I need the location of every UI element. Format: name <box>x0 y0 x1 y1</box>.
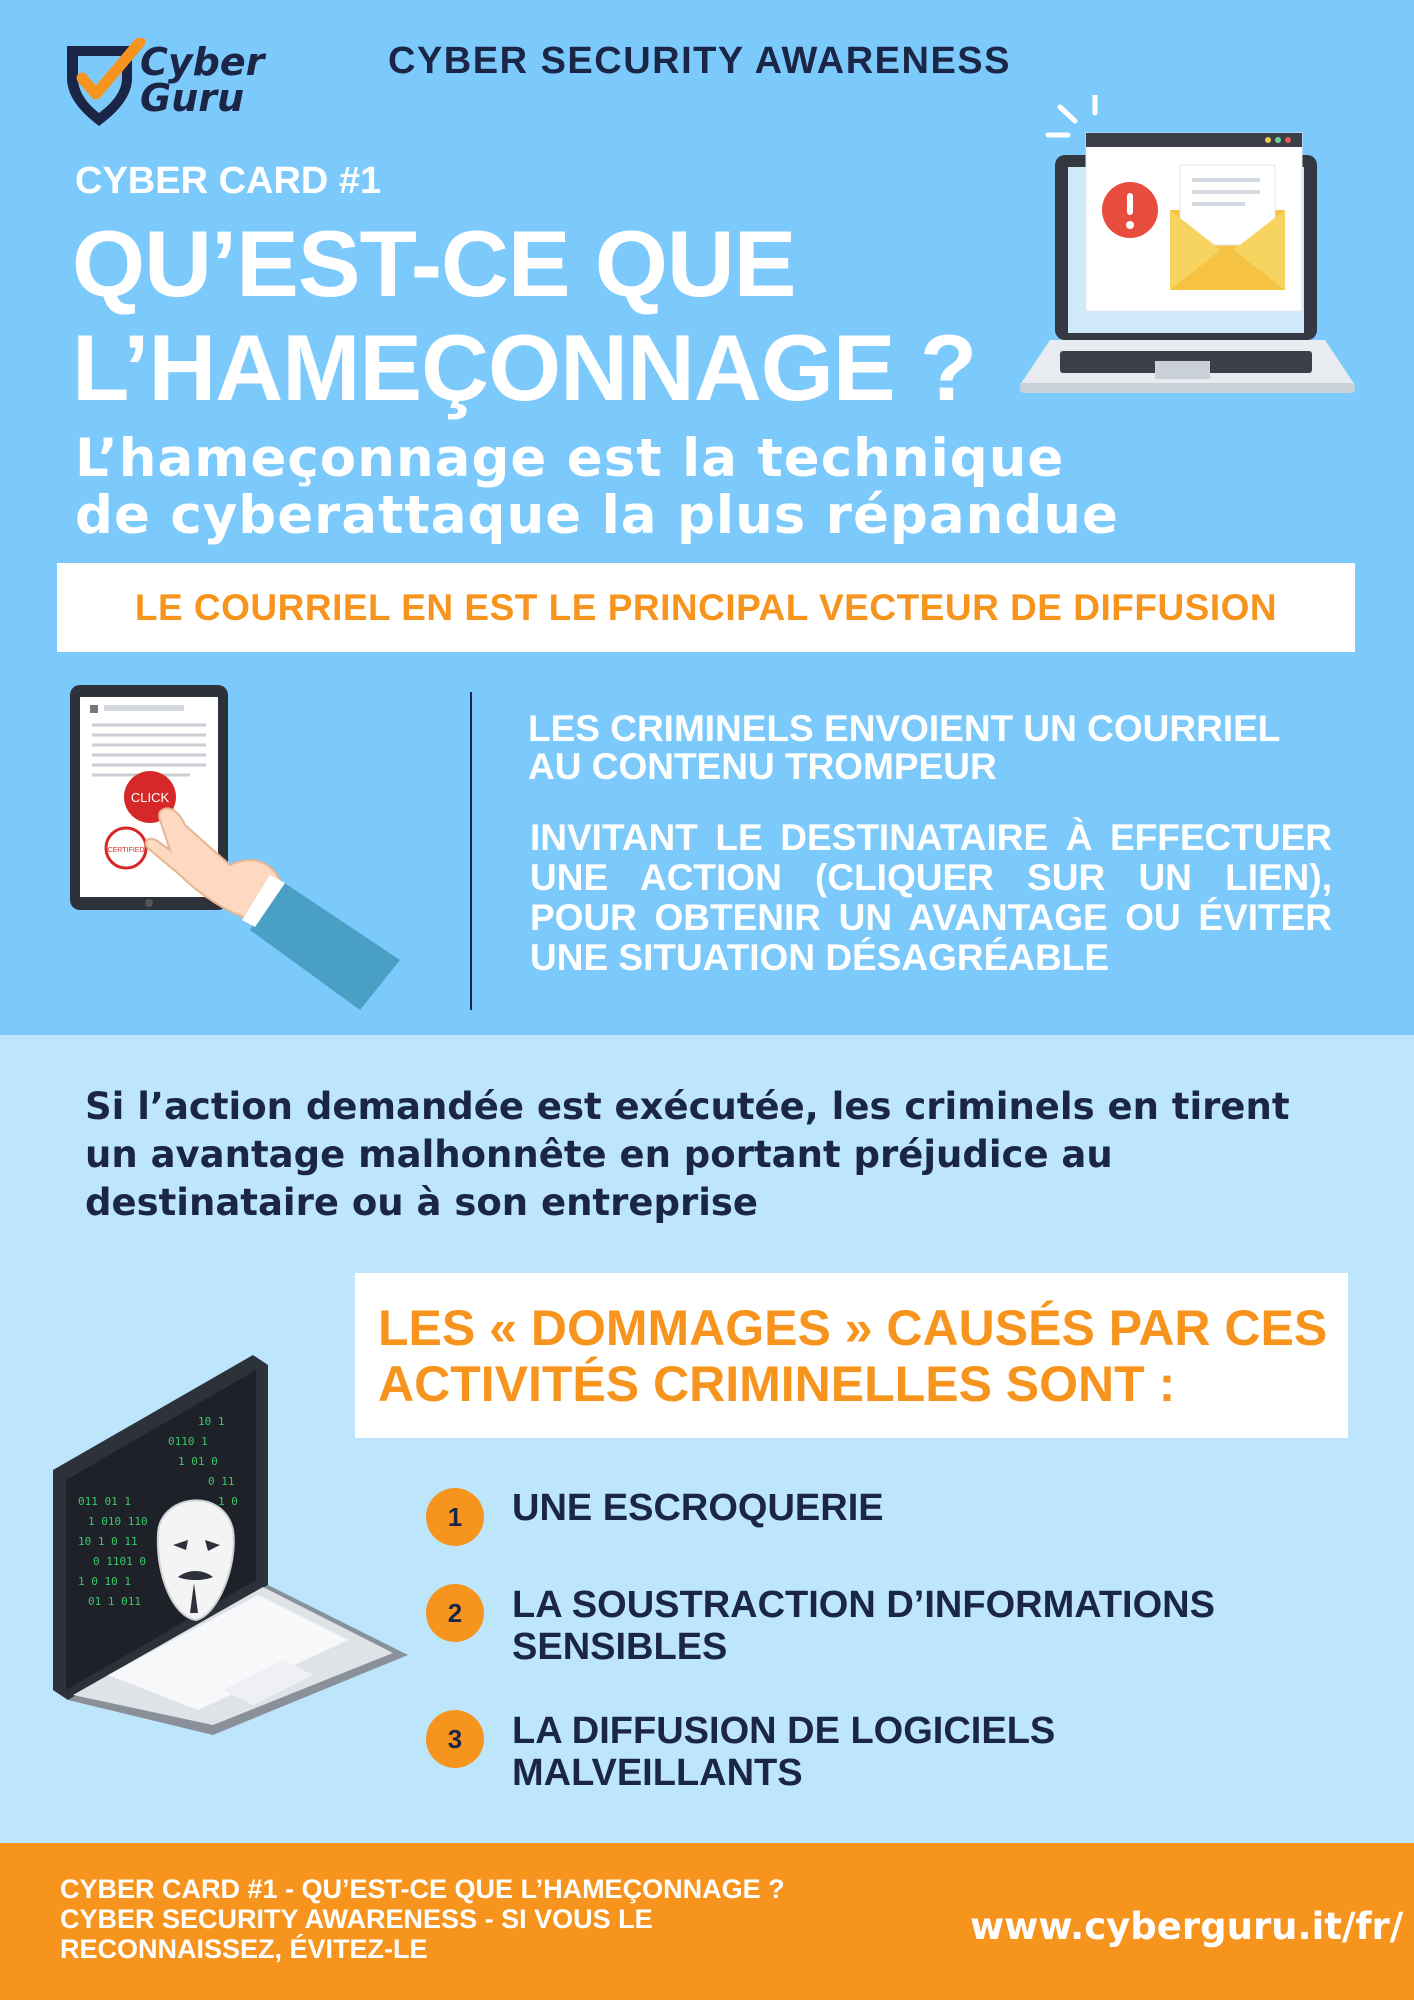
header-title: CYBER SECURITY AWARENESS <box>388 40 1011 82</box>
svg-text:10 1: 10 1 <box>198 1415 225 1428</box>
svg-text:01 1 011: 01 1 011 <box>88 1595 141 1608</box>
footer-caption <box>60 1874 880 1964</box>
footer-line1: CYBER CARD #1 - QU’EST-CE QUE L’HAMEÇONNAGE ? <box>60 1874 785 1904</box>
footer-line2: CYBER SECURITY AWARENESS - SI VOUS LE RECONNAISSEZ, ÉVITEZ-LE <box>60 1904 653 1964</box>
damages-title: LES « DOMMAGES » CAUSÉS PAR CES ACTIVITÉS CRIMINELLES SONT : <box>378 1300 1328 1412</box>
damage-item-3: LA DIFFUSION DE LOGICIELS MALVEILLANTS <box>512 1710 1056 1794</box>
card-label: CYBER CARD #1 <box>75 160 382 202</box>
damage-number-2: 2 <box>426 1584 484 1642</box>
damage-item-1: UNE ESCROQUERIE <box>512 1487 884 1529</box>
svg-text:0110 1: 0110 1 <box>168 1435 208 1448</box>
title-line2: L’HAMEÇONNAGE ? <box>72 315 977 420</box>
tablet-stamp-text: CERTIFIED <box>107 847 145 854</box>
svg-text:10 1 0 11: 10 1 0 11 <box>78 1535 138 1548</box>
tablet-click-illustration <box>70 685 400 1010</box>
logo-line2: Guru <box>140 76 245 120</box>
damage-number-3: 3 <box>426 1710 484 1768</box>
title-line1: QU’EST-CE QUE <box>72 211 796 316</box>
svg-text:1 010 110: 1 010 110 <box>88 1515 148 1528</box>
svg-text:011 01 1: 011 01 1 <box>78 1495 131 1508</box>
svg-text:1 0: 1 0 <box>218 1495 238 1508</box>
criminals-paragraph-1: LES CRIMINELS ENVOIENT UN COURRIEL AU CONTENU TROMPEUR <box>528 708 1280 787</box>
hacker-laptop-illustration <box>48 1355 408 1735</box>
svg-text:1 0 10 1: 1 0 10 1 <box>78 1575 131 1588</box>
banner-text: LE COURRIEL EN EST LE PRINCIPAL VECTEUR DE DIFFUSION <box>134 586 1278 628</box>
laptop-email-alert-illustration <box>1020 95 1355 405</box>
page-title <box>72 212 976 420</box>
tablet-click-text: CLICK <box>130 790 170 805</box>
svg-text:0 1101 0: 0 1101 0 <box>93 1555 146 1568</box>
subtitle-line1: L’hameçonnage est la technique <box>75 428 1065 489</box>
svg-text:1 01 0: 1 01 0 <box>178 1455 218 1468</box>
damage-number-1: 1 <box>426 1488 484 1546</box>
vector-banner <box>57 563 1355 652</box>
svg-text:0 11: 0 11 <box>208 1475 235 1488</box>
criminals-paragraph-2: INVITANT LE DESTINATAIRE À EFFECTUER UNE ACTION (CLIQUER SUR UN LIEN), POUR OBTENIR UN AVANTAGE OU ÉVITER UNE SITUATION DÉSAGRÉABLE <box>530 817 1332 978</box>
vertical-divider <box>470 692 472 1010</box>
logo-line1: Cyber <box>140 40 265 84</box>
damage-item-2: LA SOUSTRACTION D’INFORMATIONS SENSIBLES <box>512 1584 1215 1668</box>
action-paragraph: Si l’action demandée est exécutée, les criminels en tirent un avantage malhonnête en portant préjudice au destinataire ou à son entreprise <box>85 1085 1290 1224</box>
footer-url-link[interactable]: www.cyberguru.it/fr/ <box>970 1905 1404 1948</box>
logo-wordmark <box>140 40 265 120</box>
subtitle-line2: de cyberattaque la plus répandue <box>75 485 1119 546</box>
subtitle <box>75 430 1119 544</box>
